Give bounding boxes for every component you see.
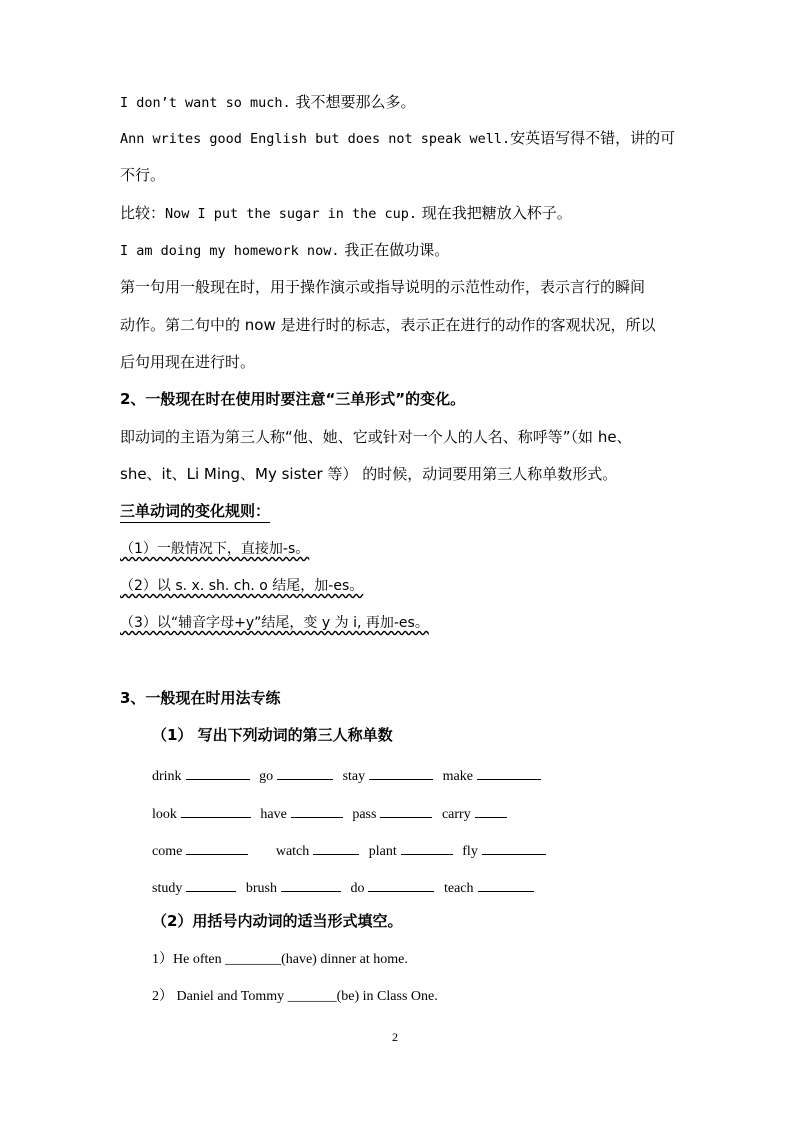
- answer-blank[interactable]: [186, 840, 248, 855]
- paragraph-line: 后句用现在进行时。: [120, 353, 256, 371]
- verb-row-4: [152, 877, 540, 898]
- verb-label: fly: [462, 844, 478, 859]
- verb-label: watch: [275, 844, 310, 859]
- verb-label: pass: [352, 807, 377, 822]
- paragraph-line: 第一句用一般现在时，用于操作演示或指导说明的示范性动作，表示言行的瞬间: [120, 278, 646, 296]
- verb-row-3: [152, 840, 552, 861]
- rule-text: （2）以 s. x. sh. ch. o 结尾，加-es。: [120, 578, 364, 594]
- chinese-translation: 我正在做功课。: [339, 241, 450, 259]
- verb-label: go: [259, 769, 274, 784]
- verb-label: teach: [443, 881, 474, 896]
- text-continuation: 不行。: [120, 166, 166, 184]
- verb-label: brush: [245, 881, 277, 896]
- text-line-5: [120, 240, 449, 261]
- verb-label: plant: [368, 844, 397, 859]
- verb-label: come: [152, 844, 183, 859]
- question-1: 1）He often ________(have) dinner at home.: [152, 952, 408, 967]
- rule-item: [120, 539, 309, 559]
- section-heading-3: 3、一般现在时用法专练: [120, 689, 281, 707]
- text-line-1: [120, 92, 415, 113]
- question-2: 2） Daniel and Tommy _______(be) in Class One.: [152, 989, 438, 1004]
- rules-title-text: 三单动词的变化规则：: [120, 501, 270, 523]
- answer-blank[interactable]: [281, 877, 341, 892]
- chinese-translation: 现在我把糖放入杯子。: [416, 204, 572, 222]
- rules-title: [120, 501, 270, 523]
- rule-item: [120, 576, 363, 596]
- rule-text: （3）以“辅音字母+y”结尾，变 y 为 i, 再加-es。: [120, 615, 429, 631]
- answer-blank[interactable]: [401, 840, 453, 855]
- rule-text: （1）一般情况下，直接加-s。: [120, 541, 310, 557]
- answer-blank[interactable]: [380, 803, 432, 818]
- answer-blank[interactable]: [181, 803, 251, 818]
- text-line-2: [120, 128, 675, 149]
- paragraph-line: 动作。第二句中的 now 是进行时的标志，表示正在进行的动作的客观状况，所以: [120, 316, 656, 334]
- exercise-2-title: （2）用括号内动词的适当形式填空。: [152, 912, 403, 930]
- english-sentence: Ann writes good English but does not speak well.: [120, 131, 511, 147]
- answer-blank[interactable]: [477, 765, 541, 780]
- answer-blank[interactable]: [475, 803, 507, 818]
- english-sentence: I am doing my homework now.: [120, 243, 340, 259]
- text-line-3: [120, 165, 165, 185]
- verb-label: look: [152, 807, 177, 822]
- verb-label: make: [442, 769, 473, 784]
- answer-blank[interactable]: [478, 877, 534, 892]
- chinese-translation: 我不想要那么多。: [290, 93, 416, 111]
- verb-row-2: [152, 803, 513, 824]
- section-heading-2: 2、一般现在时在使用时要注意“三单形式”的变化。: [120, 390, 466, 408]
- exercise-1-title: （1） 写出下列动词的第三人称单数: [152, 726, 393, 744]
- english-sentence: Now I put the sugar in the cup.: [165, 206, 417, 222]
- page-number: 2: [392, 1030, 398, 1044]
- answer-blank[interactable]: [368, 877, 434, 892]
- verb-label: stay: [342, 769, 366, 784]
- answer-blank[interactable]: [369, 765, 433, 780]
- verb-label: carry: [441, 807, 471, 822]
- answer-blank[interactable]: [186, 877, 236, 892]
- answer-blank[interactable]: [482, 840, 546, 855]
- answer-blank[interactable]: [186, 765, 250, 780]
- answer-blank[interactable]: [277, 765, 333, 780]
- verb-row-1: [152, 765, 547, 786]
- text-line-4: [120, 203, 572, 224]
- verb-label: study: [152, 881, 183, 896]
- answer-blank[interactable]: [313, 840, 359, 855]
- paragraph-line: 即动词的主语为第三人称“他、她、它或针对一个人的人名、称呼等”（如 he、: [120, 428, 632, 446]
- paragraph-line: she、it、Li Ming、My sister 等） 的时候，动词要用第三人称单数形式。: [120, 465, 618, 483]
- english-sentence: I don’t want so much.: [120, 95, 291, 111]
- answer-blank[interactable]: [291, 803, 343, 818]
- verb-label: drink: [152, 769, 182, 784]
- rule-item: [120, 613, 429, 633]
- verb-label: have: [260, 807, 287, 822]
- compare-label: 比较：: [120, 204, 166, 222]
- verb-label: do: [350, 881, 365, 896]
- chinese-translation: 安英语写得不错，讲的可: [510, 129, 676, 147]
